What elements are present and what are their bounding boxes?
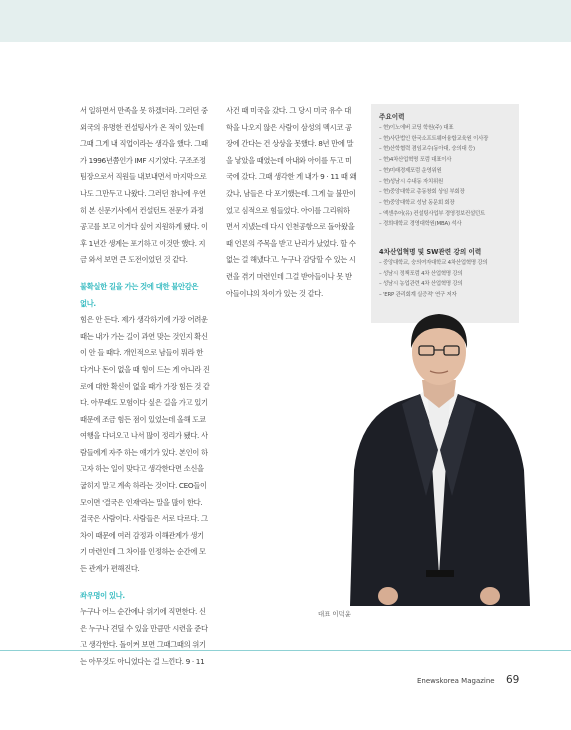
question-heading: 좌우명이 있나. (80, 590, 125, 600)
body-text: 공고를 보고 이거다 싶어 지원하게 됐다. 이 (80, 222, 208, 232)
body-text: 여행을 다녀오고 나서 많이 정리가 됐다. 사 (80, 431, 208, 441)
lecture-item: – 성남시 농업관련 4차 산업혁명 강의 (379, 279, 487, 290)
lectures-title: 4차산업혁명 및 SW관련 강의 이력 (379, 248, 482, 256)
body-text: 그때 그게 내 직업이라는 생각을 했다. 그때 (80, 139, 208, 149)
lectures-list (379, 258, 487, 301)
body-text: 든 관계가 편해진다. (80, 564, 140, 574)
lecture-item: – 중앙대학교, 숭의여자대학교 4차산업혁명 강의 (379, 258, 487, 269)
body-text: 히 본 신문기사에서 컨설턴트 전문가 과정 (80, 205, 204, 215)
body-text: 결국은 사람이다. 사람들은 서로 다르다. 그 (80, 514, 208, 524)
career-item: – 현)4차산업혁명 포럼 대표이사 (379, 155, 488, 166)
career-item: – 현)성남시 수내동 자치위원 (379, 177, 488, 188)
body-text: 다거나 돈이 없을 때 힘이 드는 게 아니라 진 (80, 364, 210, 374)
ceo-portrait-photo (340, 300, 536, 606)
article-column-1 (80, 103, 212, 671)
photo-caption: 대표 이덕윤 (318, 610, 351, 618)
body-text: 때 언론의 주목을 받고 난리가 났었다. 할 수 (226, 238, 356, 248)
body-text: 람들에게 자주 하는 얘기가 있다. 본인이 하 (80, 447, 208, 457)
body-text: 을 낳았을 때였는데 아내와 아이를 두고 미 (226, 155, 352, 165)
career-item: – 현)중앙대학교 성남 동문회 회장 (379, 198, 488, 209)
body-text: 나도 그만두고 나왔다. 그러던 참나에 우연 (80, 188, 206, 198)
body-text: 로에 대한 확신이 없을 때가 가장 힘든 것 같 (80, 381, 210, 391)
lecture-item: – 성남시 정책포럼 4차 산업혁명 강의 (379, 269, 487, 280)
page-number: 69 (506, 674, 520, 686)
body-text: 갔나, 남들은 다 포기했는데. 그게 늘 불만이 (226, 188, 356, 198)
magazine-name: Enewskorea Magazine (417, 677, 495, 685)
body-text: 었고 심적으로 힘들었다. 아이를 그리워하 (226, 205, 350, 215)
body-text: 고 생각한다. 돌이켜 보면 그때그때의 위기 (80, 640, 206, 650)
body-text: 기 마련인데 그 차이를 인정하는 순간에 모 (80, 547, 206, 557)
body-text: 때는 내가 가는 길이 과연 맞는 것인지 확신 (80, 331, 208, 341)
body-text: 후 1년간 생계는 포기하고 이것만 했다. 지 (80, 238, 206, 248)
career-item: – 현)산학협력 겸임교수(동아대, 숭의대 등) (379, 144, 488, 155)
body-text: 팀장으로서 직원들 내보내면서 마지막으로 (80, 172, 207, 182)
career-item: – 액센추어(유) 컨설팅사업부 경영정보컨설턴트 (379, 209, 488, 220)
career-list (379, 123, 488, 230)
career-item: – 현)중앙대학교 총동창회 상임 부회장 (379, 187, 488, 198)
career-item: – 현)미래경제포럼 운영위원 (379, 166, 488, 177)
body-text: 면서 지냈는데 다시 인천공항으로 돌아왔을 (226, 222, 355, 232)
question-heading: 불확실한 길을 가는 것에 대한 불안감은 (80, 281, 199, 291)
body-text: 가 1996년쯤인가 IMF 시기였다. 구조조정 (80, 155, 206, 165)
question-heading: 없나. (80, 298, 96, 308)
body-text: 국에 갔다. 그때 생각한 게 내가 9 · 11 때 왜 (226, 172, 357, 182)
body-text: 차이 때문에 여러 감정과 이해관계가 생기 (80, 530, 204, 540)
article-column-2 (226, 103, 360, 302)
body-text: 이 안 들 때다. 개인적으로 남들이 뭐라 한 (80, 348, 203, 358)
body-text: 사건 때 미국을 갔다. 그 당시 미국 유수 대 (226, 106, 351, 115)
body-text: 장에 간다는 건 상상을 못했다. 8년 만에 말 (226, 139, 354, 149)
body-text: 금 와서 보면 큰 도전이었던 것 같다. (80, 255, 188, 265)
body-text: 는 아무것도 아니었다는 걸 느낀다. 9 · 11 (80, 657, 205, 666)
footer-divider (0, 650, 571, 651)
lecture-item: – 'ERP 관리회계 실증적' 연구 저자 (379, 290, 487, 301)
body-text: 고자 하는 일이 맞다고 생각한다면 소신을 (80, 464, 204, 474)
career-item: – 경희대학교 경영대학원(MBA) 석사 (379, 219, 488, 230)
profile-box (371, 104, 519, 323)
body-text: 외국의 유명한 컨설팅사가 온 적이 있는데 (80, 122, 204, 132)
body-text: 누구나 어느 순간에나 위기에 직면한다. 신 (80, 607, 206, 617)
body-text: 아들이냐의 차이가 있는 것 같다. (226, 288, 323, 298)
career-item: – 현)이노에버 코딩 학원(주) 대표 (379, 123, 488, 134)
body-text: 때문에 조금 힘든 점이 있었는데 올해 도쿄 (80, 414, 206, 424)
body-text: 련을 겪기 마련인데 그걸 받아들이나 못 받 (226, 271, 352, 281)
body-text: 모이면 '결국은 인재'라는 말을 많이 한다. (80, 497, 203, 507)
body-text: 힘은 안 든다. 제가 생각하기에 가장 어려운 (80, 315, 208, 325)
top-band (0, 0, 571, 42)
body-text: 없는 걸 해냈다고. 누구나 감당할 수 있는 시 (226, 255, 356, 265)
body-text: 학을 나오지 않은 사람이 삼성의 멕시코 공 (226, 122, 352, 132)
body-text: 다. 아무래도 모험이다 싶은 길을 가고 있기 (80, 398, 208, 408)
body-text: 서 일하면서 만족을 못 하겠더라. 그러던 중 (80, 106, 208, 115)
body-text: 은 누구나 견딜 수 있을 만큼만 시련을 준다 (80, 623, 208, 633)
body-text: 굽히지 말고 계속 하라는 것이다. CEO들이 (80, 481, 207, 491)
career-title: 주요이력 (379, 113, 405, 121)
career-item: – 현)사단법인 한국소프트웨어융합교육원 이사장 (379, 134, 488, 145)
